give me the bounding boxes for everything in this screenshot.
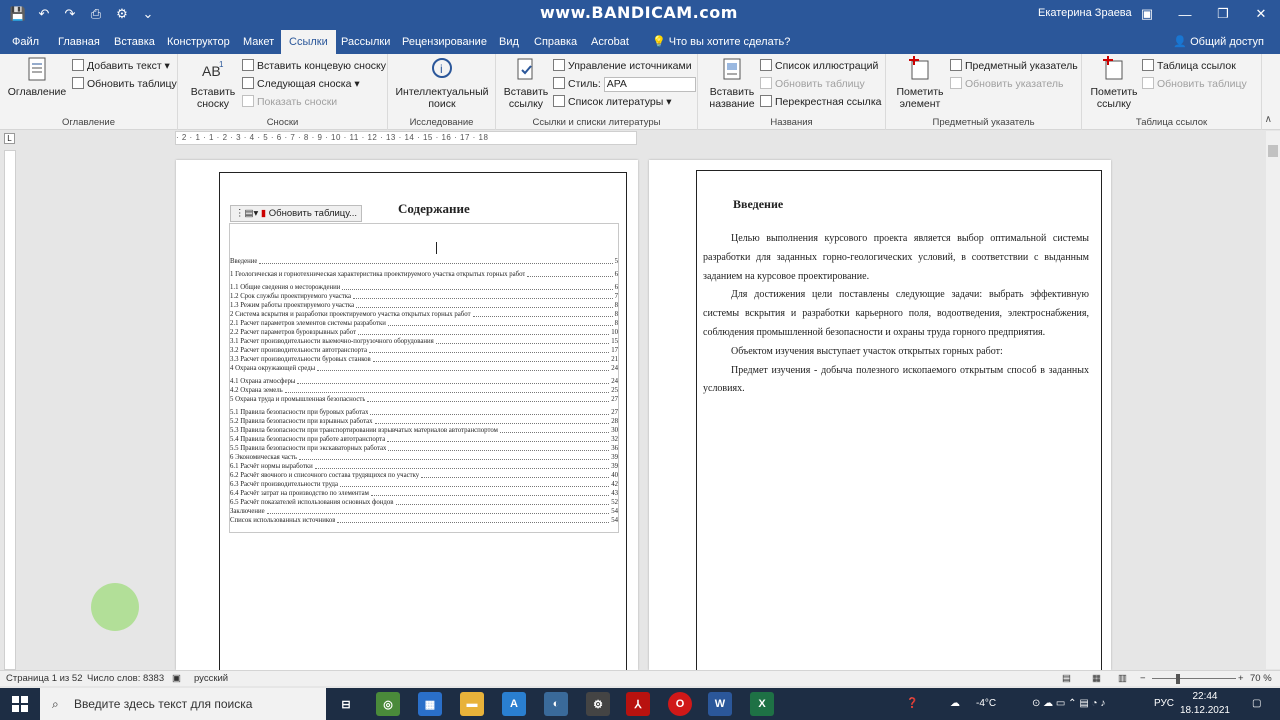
endnote-icon xyxy=(242,59,254,71)
group-label-citations: Ссылки и списки литературы xyxy=(532,117,661,128)
toc-page-number: 24 xyxy=(611,365,618,372)
smart-lookup-button[interactable] xyxy=(394,56,490,110)
show-notes-button[interactable] xyxy=(242,94,337,110)
toc-entry[interactable] xyxy=(230,498,618,507)
insert-endnote-button[interactable] xyxy=(242,58,386,74)
toc-page-number: 6 xyxy=(614,284,618,291)
toc-leader xyxy=(370,408,609,415)
update-index-icon xyxy=(950,77,962,89)
mark-entry-label: Пометить элемент xyxy=(896,86,944,110)
toc-leader xyxy=(358,328,609,335)
toc-page-number: 54 xyxy=(611,508,618,515)
group-label-toa: Таблица ссылок xyxy=(1135,117,1208,128)
redo-icon[interactable]: ↷ xyxy=(64,6,76,21)
clock[interactable] xyxy=(1180,690,1230,718)
add-text-label: Добавить текст xyxy=(87,60,162,72)
toc-leader xyxy=(388,444,609,451)
style-value[interactable]: APA xyxy=(604,77,696,92)
tab-review[interactable]: Рецензирование xyxy=(402,36,487,48)
clock-time: 22:44 xyxy=(1192,691,1218,702)
zoom-slider-thumb[interactable] xyxy=(1176,674,1180,684)
mark-entry-icon xyxy=(906,56,934,84)
smart-lookup-label: Интеллектуальный поиск xyxy=(395,86,489,110)
print-layout-icon[interactable]: ▦ xyxy=(1092,673,1101,684)
read-mode-icon[interactable]: ▤ xyxy=(1062,673,1071,684)
toc-page-number: 5 xyxy=(614,258,618,265)
word-count[interactable]: Число слов: 8383 xyxy=(87,673,165,684)
group-table-of-authorities xyxy=(1082,54,1262,130)
toc-entry[interactable] xyxy=(230,408,618,417)
page-toc xyxy=(176,160,638,670)
tab-design[interactable]: Конструктор xyxy=(167,36,230,48)
proofing-icon[interactable]: ▣ xyxy=(172,673,181,684)
toc-entry-text: 3.3 Расчет производительности буровых станков xyxy=(230,356,371,363)
group-citations xyxy=(496,54,698,130)
bibliography-label: Список литературы xyxy=(568,96,664,108)
show-notes-label: Показать сноски xyxy=(257,96,338,108)
status-bar xyxy=(0,670,1280,686)
scrollbar-thumb[interactable] xyxy=(1268,145,1278,157)
style-icon xyxy=(553,77,565,89)
cross-reference-label: Перекрестная ссылка xyxy=(775,96,882,108)
manage-sources-button[interactable] xyxy=(553,58,692,74)
vertical-ruler[interactable] xyxy=(4,150,16,670)
weather-icon[interactable]: ☁ xyxy=(950,698,960,709)
toc-entry[interactable] xyxy=(230,270,618,279)
update-toa-icon xyxy=(1142,77,1154,89)
toc-entry[interactable] xyxy=(230,257,618,266)
group-research xyxy=(388,54,496,130)
citation-style-select[interactable] xyxy=(553,76,696,92)
toc-entry-text: 6 Экономическая часть xyxy=(230,454,297,461)
group-label-index: Предметный указатель xyxy=(932,117,1035,128)
toc-leader xyxy=(285,386,609,393)
toc-entry[interactable] xyxy=(230,346,618,355)
tell-me-search[interactable] xyxy=(644,30,798,54)
opera-icon[interactable]: O xyxy=(668,692,692,716)
text-app-icon[interactable]: A xyxy=(502,692,526,716)
toc-entry-text: 1.1 Общие сведения о месторождении xyxy=(230,284,341,291)
group-captions xyxy=(698,54,886,130)
help-icon[interactable]: ❓ xyxy=(906,698,919,709)
insert-index-button[interactable] xyxy=(950,58,1078,74)
toc-page-number: 15 xyxy=(611,338,618,345)
toc-entry-text: Введение xyxy=(230,258,258,265)
toc-leader xyxy=(297,377,609,384)
tell-me-label: Что вы хотите сделать? xyxy=(668,36,791,48)
toc-entry[interactable] xyxy=(230,417,618,426)
toc-leader xyxy=(387,435,609,442)
intro-paragraph: Предмет изучения - добыча полезного ископаемого открытым способ в заданных условиях. xyxy=(703,364,1089,395)
toc-entry-text: 1.2 Срок службы проектируемого участка xyxy=(230,293,352,300)
ribbon xyxy=(0,54,1280,130)
toc-entry-text: Заключение xyxy=(230,508,265,515)
qat-more-icon[interactable]: ⌄ xyxy=(142,6,154,21)
svg-text:i: i xyxy=(440,62,443,76)
toc-entry-text: 6.3 Расчёт производительности труда xyxy=(230,481,339,488)
toc-leader xyxy=(259,257,612,264)
toc-leader xyxy=(356,301,612,308)
toc-page-number: 10 xyxy=(611,329,618,336)
svg-text:AB: AB xyxy=(202,63,221,79)
toc-button-label: Оглавление xyxy=(7,86,67,98)
toc-leader xyxy=(367,395,609,402)
user-name[interactable]: Екатерина Зраева xyxy=(1038,7,1132,19)
ribbon-display-icon[interactable]: ▣ xyxy=(1140,6,1154,21)
insert-footnote-label: Вставить сноску xyxy=(190,86,236,110)
group-label-footnotes: Сноски xyxy=(266,117,299,128)
toc-heading: Содержание xyxy=(398,201,470,216)
manage-sources-label: Управление источниками xyxy=(568,60,692,72)
toc-entry-text: 5.1 Правила безопасности при буровых работах xyxy=(230,409,369,416)
insert-endnote-label: Вставить концевую сноску xyxy=(257,60,386,72)
tab-help[interactable]: Справка xyxy=(534,36,578,48)
tray-icons[interactable]: ⊙ ☁ ▭ ⌃ ▤ ◔ ♪ xyxy=(1032,698,1106,709)
intro-paragraph: Для достижения цели поставлены следующие задачи: выбрать эффективную системы вскрытия и разработки карьерного поля, водоотведения, электроснабжения, соблюдения промышленной безопасности и охраны труда горного предприятия. xyxy=(703,289,1089,338)
toc-leader xyxy=(342,283,612,290)
toc-entry[interactable] xyxy=(230,471,618,480)
show-notes-icon xyxy=(242,95,254,107)
toc-page-number: 8 xyxy=(614,302,618,309)
person-icon: 👤 xyxy=(1173,36,1191,48)
intro-heading: Введение xyxy=(733,197,784,211)
group-label-research: Исследование xyxy=(409,117,474,128)
language[interactable]: русский xyxy=(194,673,229,684)
toc-page-number: 25 xyxy=(611,387,618,394)
tab-view[interactable]: Вид xyxy=(499,36,519,48)
window-controls xyxy=(1128,0,1280,28)
footnote-icon xyxy=(199,56,227,84)
manage-sources-icon xyxy=(553,59,565,71)
toc-menu-icon[interactable]: ⋮▤▾ xyxy=(235,208,259,219)
toc-entry[interactable] xyxy=(230,310,618,319)
vertical-scrollbar[interactable] xyxy=(1266,131,1280,669)
toc-entry-text: 3.1 Расчет производительности выемочно-погрузочного оборудования xyxy=(230,338,434,345)
toc-entry[interactable] xyxy=(230,301,618,310)
tab-mailings[interactable]: Рассылки xyxy=(341,36,391,48)
toc-page-number: 39 xyxy=(611,454,618,461)
toc-entry[interactable] xyxy=(230,292,618,301)
toc-entry-text: 5.2 Правила безопасности при взрывных работах xyxy=(230,418,373,425)
clock-date: 18.12.2021 xyxy=(1179,705,1230,716)
update-figures-button[interactable] xyxy=(760,76,865,92)
toc-entry-text: 2.2 Расчет параметров буровзрывных работ xyxy=(230,329,357,336)
taskbar-search[interactable] xyxy=(40,688,326,720)
mark-entry-button[interactable] xyxy=(892,56,948,110)
toc-entry[interactable] xyxy=(230,283,618,292)
zoom-in-icon[interactable]: + xyxy=(1238,673,1244,684)
svg-text:1: 1 xyxy=(219,60,224,69)
toc-page-number: 40 xyxy=(611,472,618,479)
toc-entry[interactable] xyxy=(230,319,618,328)
toc-leader xyxy=(353,292,613,299)
index-icon xyxy=(950,59,962,71)
group-footnotes xyxy=(178,54,388,130)
acrobat-icon[interactable]: ⅄ xyxy=(626,692,650,716)
cross-reference-icon xyxy=(760,95,772,107)
group-toc xyxy=(0,54,178,130)
toc-leader xyxy=(436,337,609,344)
insert-toa-button[interactable] xyxy=(1142,58,1236,74)
update-index-label: Обновить указатель xyxy=(965,78,1064,90)
toc-entry[interactable] xyxy=(230,337,618,346)
info-search-icon xyxy=(428,56,456,84)
intro-body xyxy=(703,230,1089,399)
toc-entry[interactable] xyxy=(230,507,618,516)
input-language[interactable]: РУС xyxy=(1154,698,1175,709)
toc-entry[interactable] xyxy=(230,355,618,364)
app-icon[interactable]: ◎ xyxy=(376,692,400,716)
title-bar xyxy=(0,0,1280,28)
toc-button[interactable] xyxy=(6,56,68,98)
toc-entry-text: 6.1 Расчёт нормы выработки xyxy=(230,463,313,470)
toc-entry-text: 5.5 Правила безопасности при экскаваторных работах xyxy=(230,445,387,452)
update-toa-label: Обновить таблицу xyxy=(1157,78,1247,90)
search-icon: ⌕ xyxy=(52,697,59,711)
toc-leader xyxy=(337,516,609,523)
toc-icon xyxy=(23,56,51,84)
toc-entry-text: 4.1 Охрана атмосферы xyxy=(230,378,296,385)
bibliography-button[interactable]: Список литературы ▾ xyxy=(553,94,671,110)
update-doc-icon: ▮ xyxy=(260,208,267,219)
taskbar-search-placeholder: Введите здесь текст для поиска xyxy=(74,697,253,711)
toc-entry-text: 2.1 Расчет параметров элементов системы разработки xyxy=(230,320,386,327)
tab-acrobat[interactable]: Acrobat xyxy=(591,36,629,48)
tab-references[interactable]: Ссылки xyxy=(281,30,336,54)
toc-entry[interactable] xyxy=(230,462,618,471)
mark-citation-button[interactable] xyxy=(1086,56,1142,110)
toc-entry-text: 5 Охрана труда и промышленная безопасность xyxy=(230,396,366,403)
toc-entry[interactable] xyxy=(230,480,618,489)
toc-page-number: 32 xyxy=(611,436,618,443)
update-toc-icon xyxy=(72,77,84,89)
next-footnote-label: Следующая сноска xyxy=(257,78,352,90)
share-button[interactable] xyxy=(1173,35,1264,48)
paint-icon[interactable]: ◐ xyxy=(544,692,568,716)
tab-selector[interactable]: L xyxy=(4,133,15,144)
toc-page-number: 27 xyxy=(611,409,618,416)
toc-page-number: 27 xyxy=(611,396,618,403)
table-of-figures-label: Список иллюстраций xyxy=(775,60,879,72)
toc-entry[interactable] xyxy=(230,386,618,395)
zoom-level[interactable]: 70 % xyxy=(1250,673,1272,684)
temperature[interactable]: -4°C xyxy=(976,698,997,709)
minimize-icon[interactable]: — xyxy=(1178,6,1192,22)
text-cursor xyxy=(436,242,437,254)
toc-page-number: 6 xyxy=(614,271,618,278)
intro-paragraph: Объектом изучения выступает участок открытых горных работ: xyxy=(731,345,1003,357)
update-toc-inline-label: Обновить таблицу... xyxy=(268,208,357,219)
windows-logo-icon xyxy=(12,696,28,712)
toc-leader xyxy=(317,364,609,371)
tab-insert[interactable]: Вставка xyxy=(114,36,155,48)
customize-icon[interactable]: ⚙ xyxy=(116,6,128,21)
ribbon-tabs xyxy=(0,28,1280,54)
insert-index-label: Предметный указатель xyxy=(965,60,1078,72)
toc-page-number: 54 xyxy=(611,517,618,524)
toc-entry-text: 4.2 Охрана земель xyxy=(230,387,283,394)
toc-entry[interactable] xyxy=(230,364,618,373)
toc-entry[interactable] xyxy=(230,328,618,337)
figures-icon xyxy=(760,59,772,71)
horizontal-ruler[interactable]: · 2 · 1 · 1 · 2 · 3 · 4 · 5 · 6 · 7 · 8 · 9 · 10 · 11 · 12 · 13 · 14 · 15 · 16 · 17 · 18 xyxy=(175,131,637,145)
table-of-figures-button[interactable] xyxy=(760,58,878,74)
notifications-icon[interactable]: ▢ xyxy=(1252,698,1262,709)
toc-page-number: 17 xyxy=(611,347,618,354)
toc-entry-text: 6.4 Расчёт затрат на производство по элементам xyxy=(230,490,369,497)
taskbar xyxy=(0,688,1280,720)
update-toc-inline-button[interactable] xyxy=(230,205,362,222)
citation-icon xyxy=(512,56,540,84)
zoom-slider[interactable] xyxy=(1152,678,1236,679)
file-explorer-icon[interactable]: ▬ xyxy=(460,692,484,716)
toc-page-number: 39 xyxy=(611,463,618,470)
word-icon[interactable]: W xyxy=(708,692,732,716)
toc-list xyxy=(230,257,618,525)
toc-page-number: 21 xyxy=(611,356,618,363)
print-preview-icon[interactable]: ⎙ xyxy=(90,6,102,21)
toc-leader xyxy=(388,319,613,326)
toc-leader xyxy=(369,346,609,353)
toa-icon xyxy=(1142,59,1154,71)
toc-entry-text: 6.5 Расчёт показателей использования основных фондов xyxy=(230,499,394,506)
share-label: Общий доступ xyxy=(1190,36,1264,48)
toc-entry-text: 1.3 Режим работы проектируемого участка xyxy=(230,302,355,309)
undo-icon[interactable]: ↶ xyxy=(38,6,50,21)
toc-page-number: 7 xyxy=(614,293,618,300)
toc-leader xyxy=(267,507,610,514)
toc-entry[interactable] xyxy=(230,377,618,386)
toc-entry[interactable] xyxy=(230,489,618,498)
toc-leader xyxy=(500,426,609,433)
update-figures-label: Обновить таблицу xyxy=(775,78,865,90)
toc-entry-text: Список использованных источников xyxy=(230,517,336,524)
insert-toa-label: Таблица ссылок xyxy=(1157,60,1236,72)
toc-leader xyxy=(315,462,609,469)
update-toc-label: Обновить таблицу xyxy=(87,78,177,90)
recording-watermark: www.BANDICAM.com xyxy=(540,3,738,22)
toc-page-number: 8 xyxy=(614,320,618,327)
page-introduction xyxy=(649,160,1111,670)
toc-leader xyxy=(375,417,610,424)
toc-entry-text: 4 Охрана окружающей среды xyxy=(230,365,316,372)
toc-page-number: 43 xyxy=(611,490,618,497)
task-view-icon[interactable]: ⊟ xyxy=(341,698,351,711)
zoom-out-icon[interactable]: − xyxy=(1140,673,1146,684)
insert-citation-button[interactable] xyxy=(500,56,552,110)
toc-entry-text: 1 Геологическая и горнотехническая характеристика проектируемого участка открытых горных работ xyxy=(230,271,526,278)
toc-leader xyxy=(373,355,609,362)
toc-entry[interactable] xyxy=(230,516,618,525)
update-index-button[interactable] xyxy=(950,76,1063,92)
mark-citation-icon xyxy=(1100,56,1128,84)
toc-leader xyxy=(299,453,609,460)
click-highlight xyxy=(91,583,139,631)
group-label-captions: Названия xyxy=(770,117,813,128)
caption-icon xyxy=(718,56,746,84)
tab-file[interactable]: Файл xyxy=(12,36,40,48)
toc-entry[interactable] xyxy=(230,426,618,435)
web-layout-icon[interactable]: ▥ xyxy=(1118,673,1127,684)
settings-app-icon[interactable]: ⚙ xyxy=(586,692,610,716)
save-icon[interactable]: 💾 xyxy=(9,6,27,21)
toc-page-number: 8 xyxy=(614,311,618,318)
toc-entry-text: 2 Система вскрытия и разработки проектируемого участка открытых горных работ xyxy=(230,311,471,318)
next-footnote-icon xyxy=(242,77,254,89)
update-toc-button[interactable] xyxy=(72,76,177,92)
add-text-icon xyxy=(72,59,84,71)
toc-leader xyxy=(371,489,609,496)
next-footnote-button[interactable]: Следующая сноска ▾ xyxy=(242,76,360,92)
insert-caption-label: Вставить название xyxy=(709,86,755,110)
insert-footnote-button[interactable] xyxy=(184,56,242,110)
toc-entry-text: 5.4 Правила безопасности при работе автотранспорта xyxy=(230,436,386,443)
quick-access-toolbar xyxy=(8,4,158,24)
close-icon[interactable]: ✕ xyxy=(1255,6,1267,21)
windows-start-icon[interactable] xyxy=(0,688,40,720)
calculator-icon[interactable]: ▦ xyxy=(418,692,442,716)
toc-entry-text: 6.2 Расчёт явочного и списочного состава трудящихся по участку xyxy=(230,472,420,479)
toc-page-number: 30 xyxy=(611,427,618,434)
toc-entry-text: 3.2 Расчет производительности автотранспорта xyxy=(230,347,367,354)
tab-layout[interactable]: Макет xyxy=(243,36,275,48)
page-count[interactable]: Страница 1 из 52 xyxy=(6,673,83,684)
toc-leader xyxy=(396,498,610,505)
toc-page-number: 24 xyxy=(611,378,618,385)
insert-citation-label: Вставить ссылку xyxy=(503,86,549,110)
toc-leader xyxy=(421,471,609,478)
maximize-icon[interactable]: ❐ xyxy=(1217,6,1229,21)
cross-reference-button[interactable] xyxy=(760,94,881,110)
toc-page-number: 36 xyxy=(611,445,618,452)
toc-entry[interactable] xyxy=(230,395,618,404)
style-label: Стиль: xyxy=(568,78,601,90)
toc-leader xyxy=(473,310,613,317)
group-label-toc: Оглавление xyxy=(62,117,115,128)
update-figures-icon xyxy=(760,77,772,89)
group-index xyxy=(886,54,1082,130)
intro-paragraph: Целью выполнения курсового проекта является выбор оптимальной системы разработки для заданных горно-геологических условий, в соответствии с выданным заданием на курсовое проектирование. xyxy=(703,233,1089,282)
lightbulb-icon: 💡 xyxy=(652,36,669,48)
mark-citation-label: Пометить ссылку xyxy=(1090,86,1138,110)
toc-entry[interactable] xyxy=(230,444,618,453)
tab-home[interactable]: Главная xyxy=(58,36,100,48)
toc-page-number: 42 xyxy=(611,481,618,488)
toc-leader xyxy=(340,480,609,487)
update-toa-button[interactable] xyxy=(1142,76,1247,92)
excel-icon[interactable]: X xyxy=(750,692,774,716)
toc-page-number: 52 xyxy=(611,499,618,506)
insert-caption-button[interactable] xyxy=(704,56,760,110)
toc-entry[interactable] xyxy=(230,453,618,462)
bibliography-icon xyxy=(553,95,565,107)
toc-entry-text: 5.3 Правила безопасности при транспортировании взрывчатых материалов автотранспортом xyxy=(230,427,498,434)
toc-entry[interactable] xyxy=(230,435,618,444)
toc-leader xyxy=(527,270,612,277)
toc-page-number: 28 xyxy=(611,418,618,425)
add-text-button[interactable]: Добавить текст ▾ xyxy=(72,58,170,74)
collapse-ribbon-icon[interactable]: ∧ xyxy=(1264,114,1272,125)
